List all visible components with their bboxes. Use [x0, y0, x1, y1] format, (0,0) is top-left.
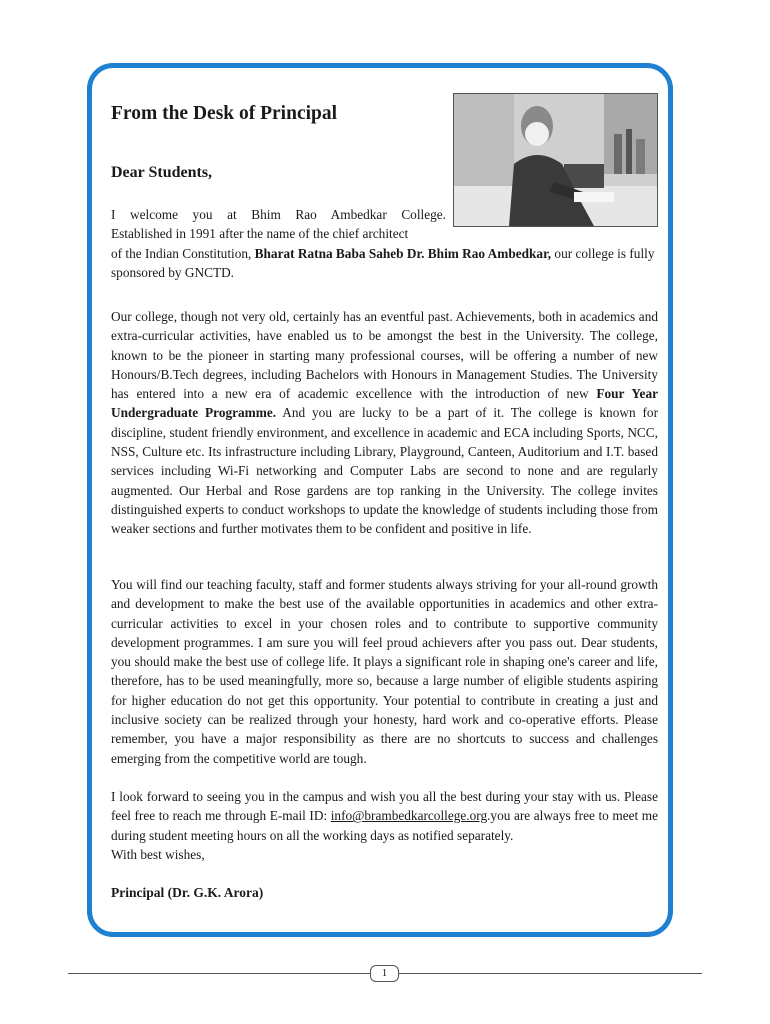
paragraph-faculty: You will find our teaching faculty, staff and former students always striving for your all-round growth and development to make the best use of the available opportunities in academics and other extra-curricular activities to excel in your chosen roles and to contribute to supportive community development programmes. I am sure you will feel proud achievers after you pass out. Dear students, you should make the best use of college life. It plays a significant role in shaping one's career and life, therefore, has to be used meaningfully, more so, because a large number of eligible students aspiring for higher education do not get this opportunity. Your potential to contribute in creating a just and inclusive society can be realized through your honesty, hard work and co-operative efforts. Please remember, you have a major responsibility as there are no shortcuts to success and challenges emerging from the competitive world are tough.: [111, 577, 658, 766]
intro-text: Our college, though not very old, certainly has an eventful past. Achievements, both in academics and extra-curricular activities, have enabled us to be amongst the best in the University. The college, known to be the pioneer in starting many professional courses, will be offering a number of new Honours/B.Tech degrees, including Bachelors with Honours in Management Studies. The University has entered into a new era of academic excellence with the introduction of new: [111, 309, 658, 402]
footer-rule-left: [68, 973, 370, 974]
signature: Principal (Dr. G.K. Arora): [111, 885, 264, 900]
welcome-line-2: Established in 1991 after the name of the chief architect: [111, 226, 409, 242]
ambedkar-name: Bharat Ratna Baba Saheb Dr. Bhim Rao Ambedkar,: [254, 245, 552, 261]
fyup-name: Four Year Undergraduate Programme.: [111, 386, 658, 421]
closing-line: With best wishes,: [111, 846, 205, 862]
welcome-line-1: I welcome you at Bhim Rao Ambedkar College.: [111, 207, 446, 222]
footer-rule-right: [399, 973, 702, 974]
contact-text: I look forward to seeing you in the campus and wish you all the best during your stay with us. Please feel free to reach me through E-mail ID:: [111, 789, 658, 824]
paragraph-college-intro: [111, 307, 658, 539]
paragraph-welcome: [111, 205, 658, 282]
welcome-rest: [111, 246, 655, 280]
intro-text-end: And you are lucky to be a part of it. The college is known for discipline, student friendly environment, and excellence in academic and ECA including Sports, NCC, NSS, Culture etc. Its infrastructure including Library, Playground, Canteen, Auditorium and I.T. based services including Wi-Fi networking and Computer Labs are second to none and are regularly augmented. Our Herbal and Rose gardens are top ranking in the University. The college invites distinguished experts to conduct workshops to update the knowledge of students including those from weaker sections and further motivates them to be confident and positive in life.: [111, 405, 658, 537]
page-number: 1: [370, 965, 399, 982]
email-link[interactable]: info@brambedkarcollege.org: [330, 808, 488, 824]
welcome-text: of the Indian Constitution,: [111, 245, 255, 261]
welcome-text-end: our college is fully sponsored by GNCTD.: [111, 245, 655, 280]
contact-text-end: .you are always free to meet me during student meeting hours on all the working days as notified separately.: [111, 808, 658, 843]
paragraph-contact: [111, 787, 658, 864]
salutation: Dear Students,: [111, 164, 213, 181]
page-title: From the Desk of Principal: [111, 103, 338, 124]
